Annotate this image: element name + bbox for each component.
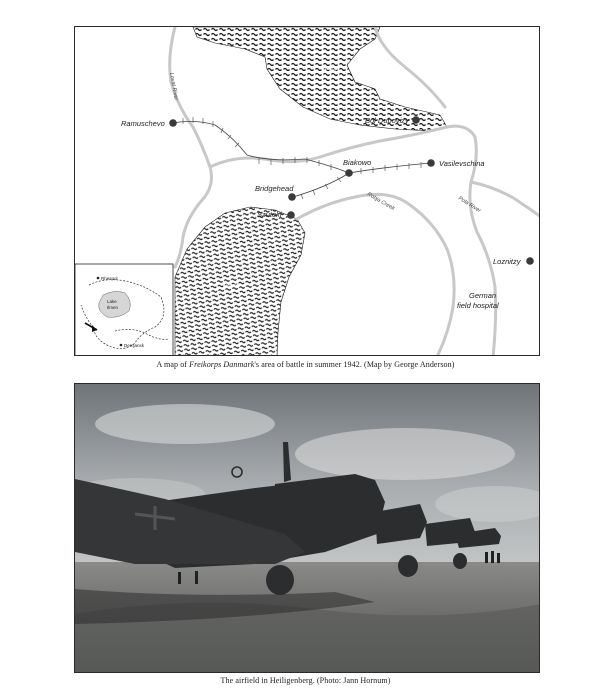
label-german: German: [469, 291, 497, 300]
label-bridgehead: Bridgehead: [255, 184, 294, 193]
map-svg: [75, 27, 540, 356]
map-caption: [0, 360, 611, 369]
label-robja-creek: Robja Creek: [366, 191, 396, 213]
label-biakowo: Biakowo: [343, 158, 372, 167]
label-swamp-south: Swamp: [223, 283, 240, 289]
szutoki-marker: [287, 211, 295, 219]
vasilevschina-marker: [427, 159, 435, 167]
label-loznitzy: Loznitzy: [493, 257, 521, 266]
inset-map: [75, 264, 173, 356]
label-rhespol: Rhespol: [101, 276, 118, 281]
label-pola-river: Pola River: [456, 195, 482, 215]
loznitzy-marker: [526, 257, 534, 265]
bridgehead-marker: [288, 193, 296, 201]
swamp-north: [193, 27, 447, 131]
label-lake: Lake: [107, 299, 117, 304]
label-ramuschevo: Ramuschevo: [121, 119, 165, 128]
airfield-photo: [74, 383, 540, 673]
label-field-hospital: field hospital: [457, 301, 499, 310]
label-ilmen: Ilmen: [107, 305, 119, 310]
map-caption-prefix: A map of: [156, 360, 190, 369]
battle-map: [74, 26, 540, 356]
photo-svg: [75, 384, 540, 673]
ramuschevo-marker: [169, 119, 177, 127]
label-vasilevschina: Vasilevschina: [439, 159, 485, 168]
label-swamp-north: Swamp: [321, 66, 338, 72]
map-caption-suffix: 's area of battle in summer 1942. (Map by George Anderson): [254, 360, 455, 369]
biakowo-marker: [345, 169, 353, 177]
label-lovat-river: Lovat River: [168, 72, 179, 101]
label-demjansk: Demjansk: [124, 343, 145, 348]
railway-ties: [183, 117, 421, 199]
map-caption-title: Freikorps Danmark: [189, 360, 255, 369]
swamp-south: [175, 207, 305, 356]
label-szutoki: Szutoki: [257, 210, 282, 219]
bol-dubovizy-marker: [412, 116, 420, 124]
photo-caption: The airfield in Heiligenberg. (Photo: Jann Hornum): [220, 676, 391, 685]
label-bol-dubovizy: Bol Dubovizy: [365, 116, 409, 125]
